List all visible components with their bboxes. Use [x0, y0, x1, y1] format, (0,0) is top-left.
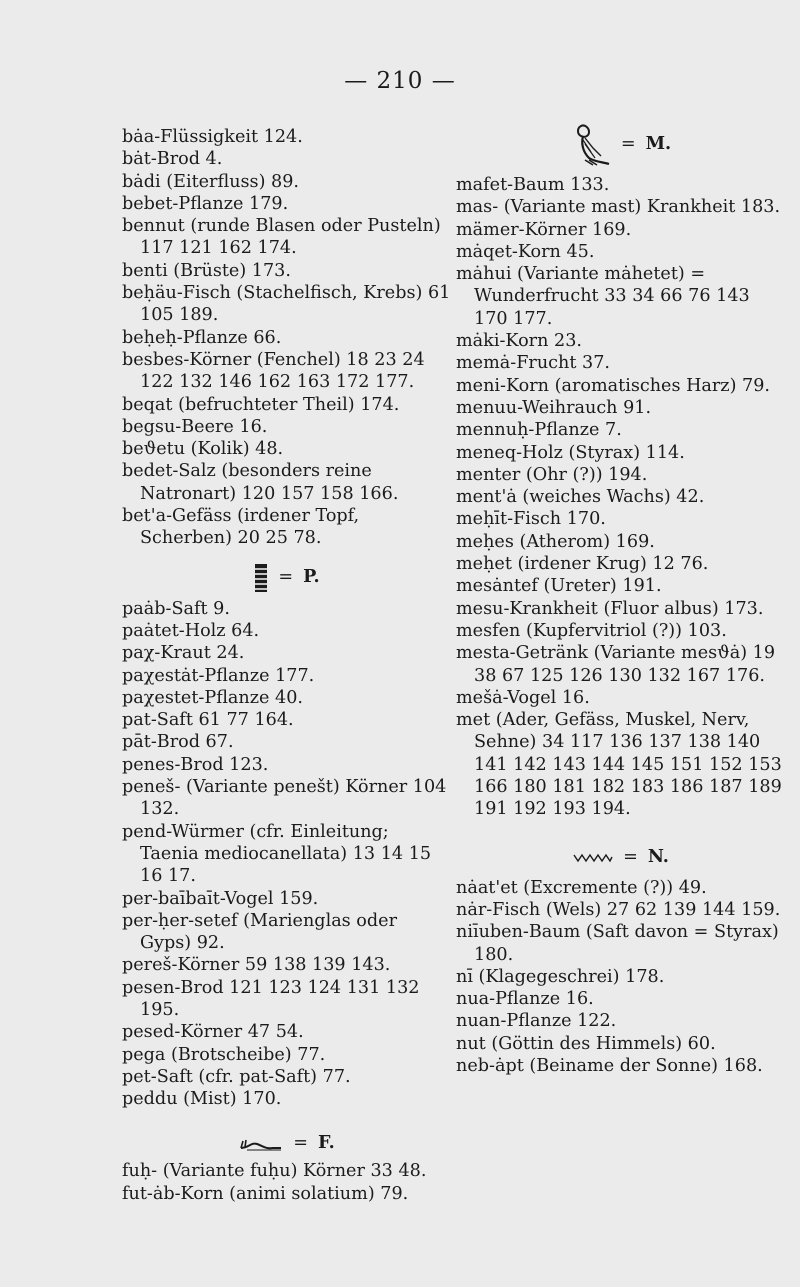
section-heading-m: [456, 122, 786, 166]
dictionary-entry: per-ḥer-setef (Marienglas oder Gyps) 92.: [122, 910, 397, 954]
dictionary-entry: meḥīt-Fisch 170.: [456, 509, 606, 530]
section-letter: N.: [647, 846, 669, 868]
stool-hieroglyph-icon: [254, 563, 268, 593]
dictionary-entry: mesta-Getränk (Variante mesϑȧ) 19 38 67 125 126 130 132 167 176.: [456, 643, 776, 686]
dictionary-entry: peddu (Mist) 170.: [122, 1089, 282, 1110]
dictionary-entry: mȧqet-Korn 45.: [456, 241, 595, 262]
m-entries-list: [456, 174, 786, 821]
dictionary-entry: meḥes (Atherom) 169.: [456, 531, 655, 552]
dictionary-entry: beḥäu-Fisch (Stachelfisch, Krebs) 61 105 189.: [122, 283, 451, 326]
equals-sign: =: [623, 847, 638, 868]
dictionary-entry: bebet-Pflanze 179.: [122, 193, 289, 214]
dictionary-entry: neb-ȧpt (Beiname der Sonne) 168.: [456, 1055, 763, 1076]
dictionary-entry: pega (Brotscheibe) 77.: [122, 1044, 326, 1065]
dictionary-entry: fut-ȧb-Korn (animi solatium) 79.: [122, 1183, 409, 1204]
dictionary-entry: menter (Ohr (?)) 194.: [456, 464, 648, 485]
p-entries-list: [122, 598, 452, 1111]
dictionary-entry: paχestȧt-Pflanze 177.: [122, 665, 315, 686]
dictionary-entry: paχestet-Pflanze 40.: [122, 687, 303, 708]
dictionary-entry: begsu-Beere 16.: [122, 416, 268, 437]
section-letter: M.: [645, 132, 672, 154]
equals-sign: =: [620, 133, 636, 154]
horned-viper-hieroglyph-icon: [239, 1134, 283, 1152]
dictionary-entry: fuḥ- (Variante fuḥu) Körner 33 48.: [122, 1161, 427, 1182]
dictionary-entry: mämer-Körner 169.: [456, 219, 632, 240]
dictionary-entry: beϑetu (Kolik) 48.: [122, 439, 284, 460]
dictionary-entry: mȧhui (Variante mȧhetet) = Wunderfrucht 33 34 66 76 143 170 177.: [456, 264, 750, 329]
dictionary-entry: bȧa-Flüssigkeit 124.: [122, 127, 303, 147]
equals-sign: =: [278, 567, 294, 588]
dictionary-entry: paȧb-Saft 9.: [122, 598, 230, 619]
dictionary-entry: penes-Brod 123.: [122, 754, 269, 775]
dictionary-entry: pereš-Körner 59 138 139 143.: [122, 955, 391, 976]
b-entries-list: [122, 126, 452, 550]
dictionary-entry: bennut (runde Blasen oder Pusteln) 117 121 162 174.: [122, 216, 441, 259]
dictionary-entry: menuu-Weihrauch 91.: [456, 397, 652, 418]
section-heading-p: [122, 562, 452, 594]
dictionary-entry: bȧdi (Eiterfluss) 89.: [122, 171, 300, 192]
dictionary-entry: bet'a-Gefäss (irdener Topf, Scherben) 20 25 78.: [122, 506, 360, 549]
dictionary-entry: ment'ȧ (weiches Wachs) 42.: [456, 487, 705, 508]
dictionary-entry: nut (Göttin des Himmels) 60.: [456, 1033, 716, 1054]
section-heading-n: [456, 843, 786, 873]
dictionary-entry: pend-Würmer (cfr. Einleitung; Taenia mediocanellata) 13 14 15 16 17.: [122, 821, 432, 887]
dictionary-entry: memȧ-Frucht 37.: [456, 353, 610, 374]
f-entries-list: [122, 1160, 452, 1205]
dictionary-entry: meḥet (irdener Krug) 12 76.: [456, 554, 709, 575]
right-column: [456, 126, 786, 1077]
dictionary-entry: mesfen (Kupfervitriol (?)) 103.: [456, 620, 727, 641]
dictionary-entry: bȧt-Brod 4.: [122, 149, 223, 170]
dictionary-entry: paχ-Kraut 24.: [122, 643, 245, 664]
owl-hieroglyph-icon: [571, 122, 611, 166]
dictionary-entry: mesȧntef (Ureter) 191.: [456, 576, 662, 597]
n-entries-list: [456, 877, 786, 1078]
dictionary-entry: pat-Saft 61 77 164.: [122, 710, 294, 731]
dictionary-entry: beḥeḥ-Pflanze 66.: [122, 327, 282, 348]
dictionary-entry: nȧat'et (Excremente (?)) 49.: [456, 877, 707, 898]
dictionary-entry: per-baībaīt-Vogel 159.: [122, 888, 319, 909]
dictionary-entry: benti (Brüste) 173.: [122, 260, 291, 281]
dictionary-entry: pāt-Brod 67.: [122, 732, 234, 753]
section-letter: P.: [303, 566, 320, 588]
dictionary-entry: nuan-Pflanze 122.: [456, 1011, 617, 1032]
dictionary-entry: meni-Korn (aromatisches Harz) 79.: [456, 375, 771, 396]
dictionary-entry: pesed-Körner 47 54.: [122, 1022, 304, 1043]
equals-sign: =: [293, 1133, 308, 1154]
section-letter: F.: [317, 1132, 335, 1154]
dictionary-entry: pet-Saft (cfr. pat-Saft) 77.: [122, 1066, 351, 1087]
dictionary-entry: met (Ader, Gefäss, Muskel, Nerv, Sehne) 34 117 136 137 138 140 141 142 143 144 145 151 152 153 166 180 181 182 183 186 187 189 191 192 193 194.: [456, 710, 782, 820]
dictionary-entry: meneq-Holz (Styrax) 114.: [456, 442, 685, 463]
dictionary-entry: nua-Pflanze 16.: [456, 989, 594, 1010]
dictionary-entry: paȧtet-Holz 64.: [122, 620, 260, 641]
left-column: [122, 126, 452, 1205]
dictionary-entry: nȧr-Fisch (Wels) 27 62 139 144 159.: [456, 899, 781, 920]
dictionary-entry: beqat (befruchteter Theil) 174.: [122, 394, 400, 415]
section-heading-f: [122, 1128, 452, 1158]
dictionary-entry: pesen-Brod 121 123 124 131 132 195.: [122, 977, 420, 1020]
water-ripple-hieroglyph-icon: [573, 852, 613, 864]
page-number: — 210 —: [344, 68, 456, 94]
dictionary-entry: peneš- (Variante penešt) Körner 104 132.: [122, 777, 447, 820]
dictionary-entry: mȧki-Korn 23.: [456, 331, 582, 352]
dictionary-entry: mennuḥ-Pflanze 7.: [456, 420, 622, 441]
dictionary-entry: bedet-Salz (besonders reine Natronart) 120 157 158 166.: [122, 461, 399, 504]
dictionary-entry: niīuben-Baum (Saft davon = Styrax) 180.: [456, 922, 779, 965]
dictionary-entry: nī (Klagegeschrei) 178.: [456, 966, 665, 987]
dictionary-entry: mesu-Krankheit (Fluor albus) 173.: [456, 598, 764, 619]
dictionary-entry: mas- (Variante mast) Krankheit 183.: [456, 197, 781, 218]
dictionary-entry: mešȧ-Vogel 16.: [456, 687, 590, 708]
dictionary-entry: besbes-Körner (Fenchel) 18 23 24 122 132 146 162 163 172 177.: [122, 349, 425, 393]
dictionary-entry: mafet-Baum 133.: [456, 175, 610, 195]
